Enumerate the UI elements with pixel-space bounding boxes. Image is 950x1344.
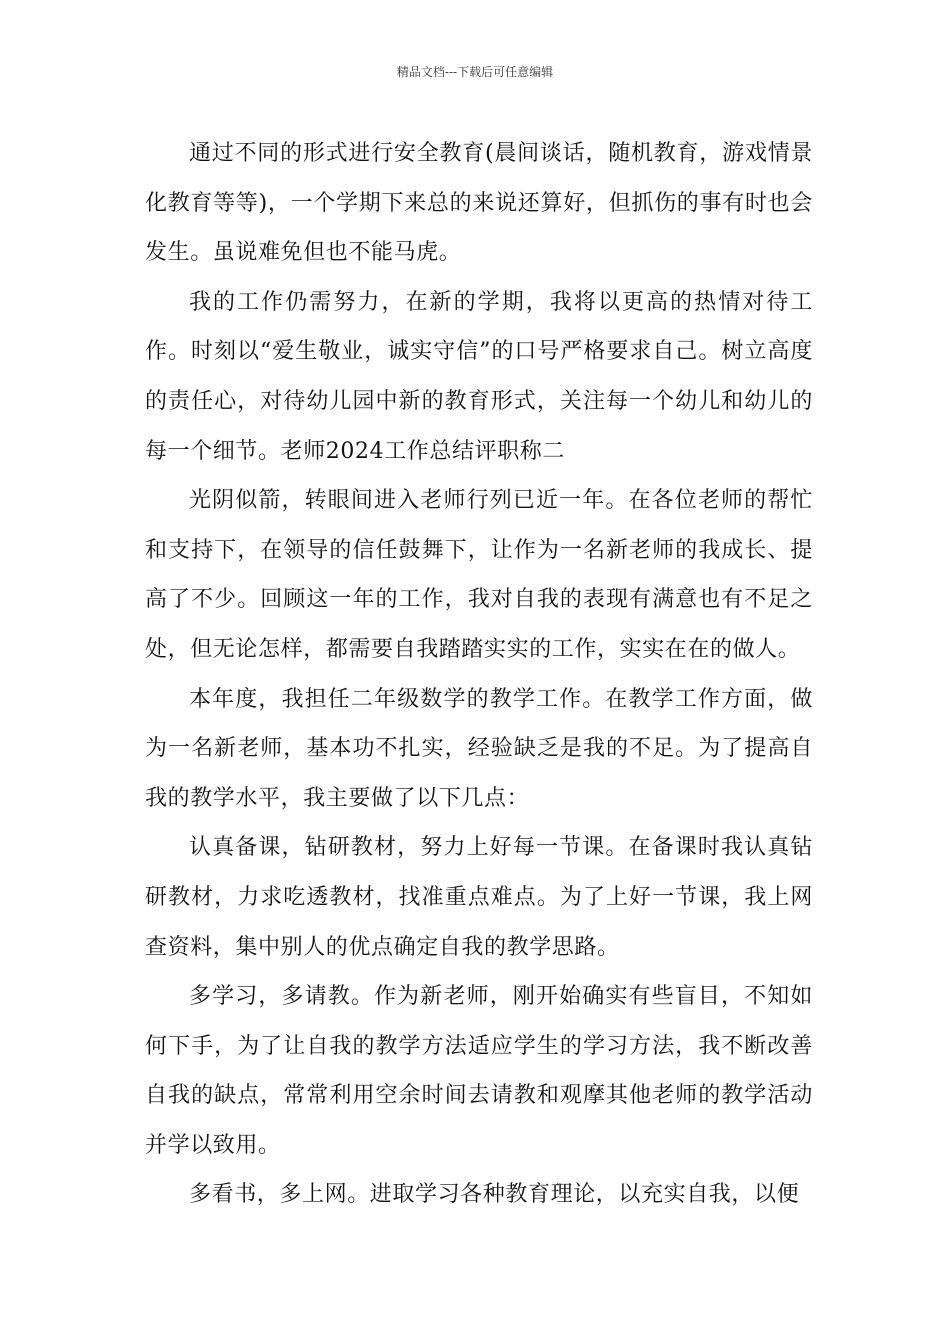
paragraph-year-review: 光阴似箭，转眼间进入老师行列已近一年。在各位老师的帮忙和支持下，在领导的信任鼓舞下，让作为一名新老师的我成长、提高了不少。回顾这一年的工作，我对自我的表现有满意也有不足之处，但无论怎样，都需要自我踏踏实实的工作，实实在在的做人。: [145, 488, 813, 662]
paragraph-math-teaching: 本年度，我担任二年级数学的教学工作。在教学工作方面，做为一名新老师，基本功不扎实，经验缺乏是我的不足。为了提高自我的教学水平，我主要做了以下几点：: [145, 686, 813, 811]
paragraph-learning-consulting: 多学习，多请教。作为新老师，刚开始确实有些盲目，不知如何下手，为了让自我的教学方法适应学生的学习方法，我不断改善自我的缺点，常常利用空余时间去请教和观摩其他老师的教学活动并学以致用。: [145, 984, 813, 1158]
page-header: 精品文档---下载后可任意编辑: [396, 65, 554, 79]
paragraph-work-effort: 我的工作仍需努力，在新的学期，我将以更高的热情对待工作。时刻以“爱生敬业，诚实守信”的口号严格要求自己。树立高度的责任心，对待幼儿园中新的教育形式，关注每一个幼儿和幼儿的每一个细节。老师2024工作总结评职称二: [145, 289, 813, 464]
paragraph-lesson-prep: 认真备课，钻研教材，努力上好每一节课。在备课时我认真钻研教材，力求吃透教材，找准重点难点。为了上好一节课，我上网查资料，集中别人的优点确定自我的教学思路。: [145, 835, 813, 960]
document-body: [145, 129, 813, 1220]
paragraph-reading-online: 多看书，多上网。进取学习各种教育理论，以充实自我，以便: [189, 1182, 800, 1208]
paragraph-safety-education: 通过不同的形式进行安全教育(晨间谈话，随机教育，游戏情景化教育等等)，一个学期下来总的来说还算好，但抓伤的事有时也会发生。虽说难免但也不能马虎。: [145, 141, 813, 266]
